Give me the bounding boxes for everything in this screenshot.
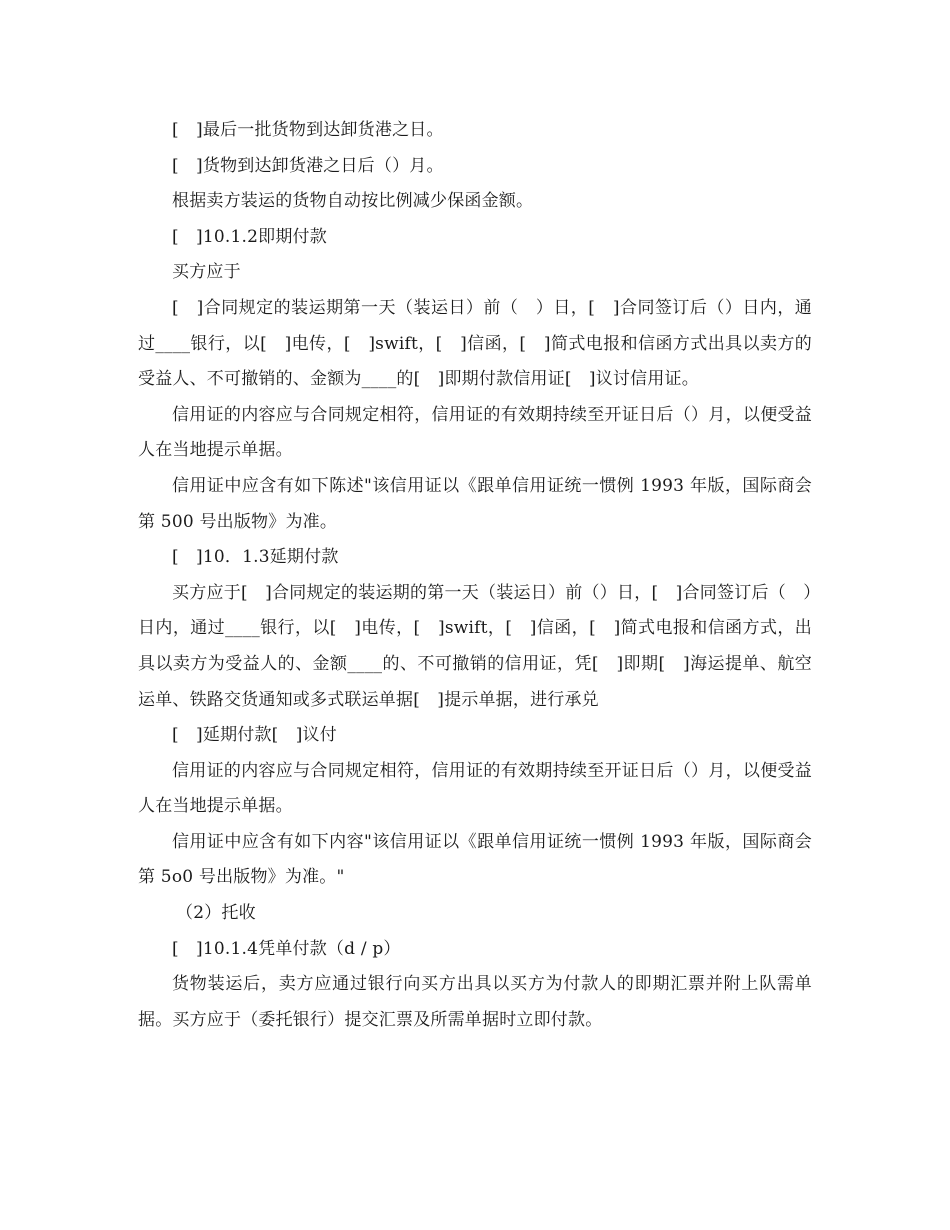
paragraph-lc-validity: 信用证的内容应与合同规定相符，信用证的有效期持续至开证日后（）月，以便受益人在当地提示单据。 — [138, 404, 812, 461]
paragraph-lc-validity-2: 信用证的内容应与合同规定相符，信用证的有效期持续至开证日后（）月，以便受益人在当地提示单据。 — [138, 760, 812, 817]
paragraph-after-arrival: [ ]货物到达卸货港之日后（）月。 — [172, 155, 444, 176]
section-heading-documents-payment: [ ]10.1.4凭单付款（d / p） — [172, 938, 401, 959]
document-body — [138, 113, 812, 1038]
paragraph-deferred-lc-terms: 买方应于[ ]合同规定的装运期的第一天（装运日）前（）日，[ ]合同签订后（ ）日内，通过____银行，以[ ]电传，[ ]swift，[ ]信函，[ ]简式电报和信函方式，出具以卖方为受益人的、金额____的、不可撤销的信用证，凭[ ]即期[ ]海运提单、航空运单、铁路交货通知或多式联运单据[ ]提示单据，进行承兑 — [138, 582, 812, 710]
paragraph-ucp-statement: 信用证中应含有如下陈述"该信用证以《跟单信用证统一惯例 1993 年版，国际商会第 500 号出版物》为准。 — [138, 475, 812, 532]
paragraph-ucp-content: 信用证中应含有如下内容"该信用证以《跟单信用证统一惯例 1993 年版，国际商会第 5o0 号出版物》为准。" — [138, 831, 812, 888]
section-heading-deferred-payment: [ ]10．1.3延期付款 — [172, 547, 339, 568]
paragraph-guarantee-reduction: 根据卖方装运的货物自动按比例减少保函金额。 — [172, 191, 534, 212]
paragraph-deferred-options: [ ]延期付款[ ]议付 — [172, 725, 337, 746]
paragraph-sight-lc-terms: [ ]合同规定的装运期第一天（装运日）前（ ）日，[ ]合同签订后（）日内，通过____银行，以[ ]电传，[ ]swift，[ ]信函，[ ]简式电报和信函方式出具以卖方的受益人、不可撤销的、金额为____的[ ]即期付款信用证[ ]议讨信用证。 — [138, 297, 812, 390]
paragraph-collection-terms: 货物装运后，卖方应通过银行向买方出具以买方为付款人的即期汇票并附上队需单据。买方应于（委托银行）提交汇票及所需单据时立即付款。 — [138, 974, 812, 1030]
section-heading-collection: （2）托收 — [176, 903, 256, 924]
section-heading-sight-payment: [ ]10.1.2即期付款 — [172, 226, 327, 247]
paragraph-last-shipment: [ ]最后一批货物到达卸货港之日。 — [172, 120, 444, 140]
paragraph-buyer-shall: 买方应于 — [172, 262, 241, 283]
